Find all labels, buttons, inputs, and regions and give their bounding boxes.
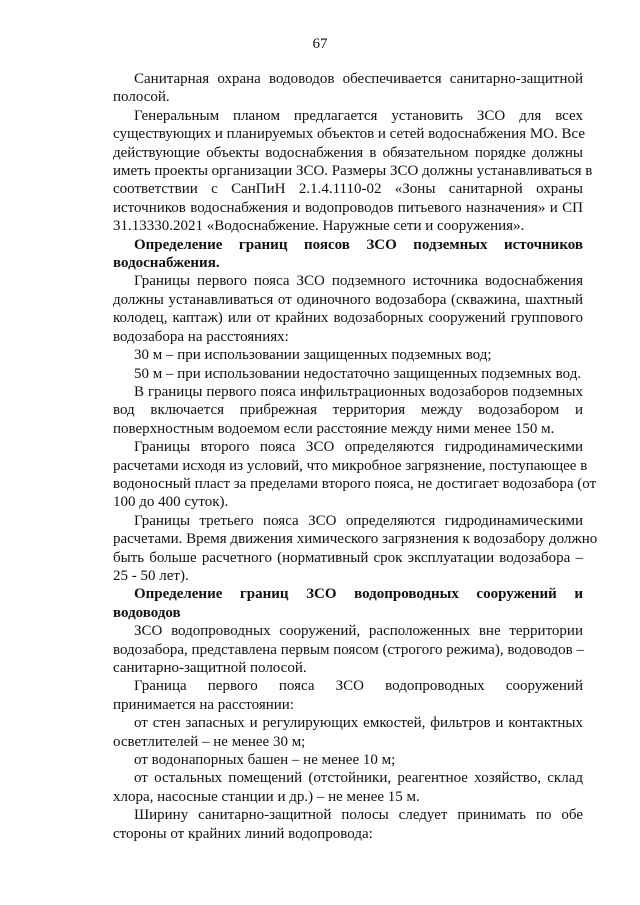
text-line: от стен запасных и регулирующих емкостей, фильтров и контактных <box>134 715 583 732</box>
paragraph <box>113 677 583 714</box>
paragraph <box>113 365 583 383</box>
text-line: Определение границ поясов ЗСО подземных источников <box>134 236 583 253</box>
paragraph <box>113 107 593 236</box>
text-line: существующих и планируемых объектов и сетей водоснабжения МО. Все <box>113 126 586 143</box>
text-line: Границы второго пояса ЗСО определяются гидродинамическими <box>134 439 583 456</box>
document-body <box>113 70 598 843</box>
text-line: водозабора на расстояниях: <box>113 328 289 345</box>
page-number: 67 <box>312 36 328 52</box>
text-line: санитарно-защитной полосой. <box>113 660 307 676</box>
text-line: 100 до 400 суток). <box>113 494 229 511</box>
paragraph <box>113 383 583 438</box>
text-line: от остальных помещений (отстойники, реагентное хозяйство, склад <box>134 770 583 787</box>
text-line: принимается на расстоянии: <box>113 696 294 713</box>
text-line: Определение границ ЗСО водопроводных сооружений и <box>134 586 583 603</box>
text-line: расчетами. Время движения химического загрязнения к водозабору должно <box>113 531 598 548</box>
text-line: вод включается прибрежная территория между водозабором и <box>113 402 583 419</box>
text-line: ЗСО водопроводных сооружений, расположенных вне территории <box>134 623 583 640</box>
text-line: Санитарная охрана водоводов обеспечивается санитарно-защитной <box>134 71 583 87</box>
text-line: Границы третьего пояса ЗСО определяются гидродинамическими <box>134 512 583 529</box>
text-line: источников водоснабжения и водопроводов питьевого назначения» и СП <box>113 199 583 216</box>
text-line: должны устанавливаться от одиночного водозабора (скважина, шахтный <box>113 291 583 308</box>
text-line: осветлителей – не менее 30 м; <box>113 733 306 750</box>
section-heading <box>113 236 583 273</box>
text-line: Границы первого пояса ЗСО подземного источника водоснабжения <box>134 273 583 290</box>
paragraph <box>113 622 583 677</box>
paragraph <box>113 806 583 843</box>
text-line: водоснабжения. <box>113 255 220 272</box>
paragraph <box>113 714 583 751</box>
text-line: водозабора, представлена первым поясом (строгого режима), водоводов – <box>113 641 585 658</box>
text-line: 31.13330.2021 «Водоснабжение. Наружные сети и сооружения». <box>113 218 525 235</box>
paragraph <box>113 769 583 806</box>
section-heading <box>113 585 583 622</box>
text-line: водоносный пласт за пределами второго пояса, не достигает водозабора (от <box>113 475 597 492</box>
text-line: от водонапорных башен – не менее 10 м; <box>134 752 396 769</box>
text-line: Генеральным планом предлагается установить ЗСО для всех <box>134 107 583 124</box>
text-line: соответствии с СанПиН 2.1.4.1110-02 «Зоны санитарной охраны <box>113 181 583 198</box>
text-line: хлора, насосные станции и др.) – не менее 15 м. <box>113 788 420 805</box>
text-line: поверхностным водоемом если расстояние между ними менее 150 м. <box>113 420 555 437</box>
paragraph <box>113 512 598 586</box>
text-line: Граница первого пояса ЗСО водопроводных сооружений <box>134 678 583 695</box>
paragraph <box>113 438 597 512</box>
text-line: Ширину санитарно-защитной полосы следует принимать по обе <box>134 807 583 824</box>
text-line: действующие объекты водоснабжения в обязательном порядке должны <box>113 144 583 161</box>
text-line: иметь проекты организации ЗСО. Размеры ЗСО должны устанавливаться в <box>113 163 593 180</box>
text-line: полосой. <box>113 89 170 106</box>
paragraph <box>113 346 583 364</box>
paragraph <box>113 70 583 107</box>
text-line: водоводов <box>113 604 181 621</box>
text-line: стороны от крайних линий водопровода: <box>113 825 373 842</box>
text-line: колодец, каптаж) или от крайних водозаборных сооружений группового <box>113 310 583 327</box>
text-line: 25 - 50 лет). <box>113 567 189 584</box>
paragraph <box>113 751 583 769</box>
text-line: 30 м – при использовании защищенных подземных вод; <box>134 347 492 364</box>
text-line: расчетами исходя из условий, что микробное загрязнение, поступающее в <box>113 457 588 474</box>
paragraph <box>113 272 583 346</box>
text-line: быть больше расчетного (нормативный срок эксплуатации водозабора – <box>113 549 583 566</box>
text-line: В границы первого пояса инфильтрационных водозаборов подземных <box>134 383 583 400</box>
text-line: 50 м – при использовании недостаточно защищенных подземных вод. <box>134 365 582 382</box>
